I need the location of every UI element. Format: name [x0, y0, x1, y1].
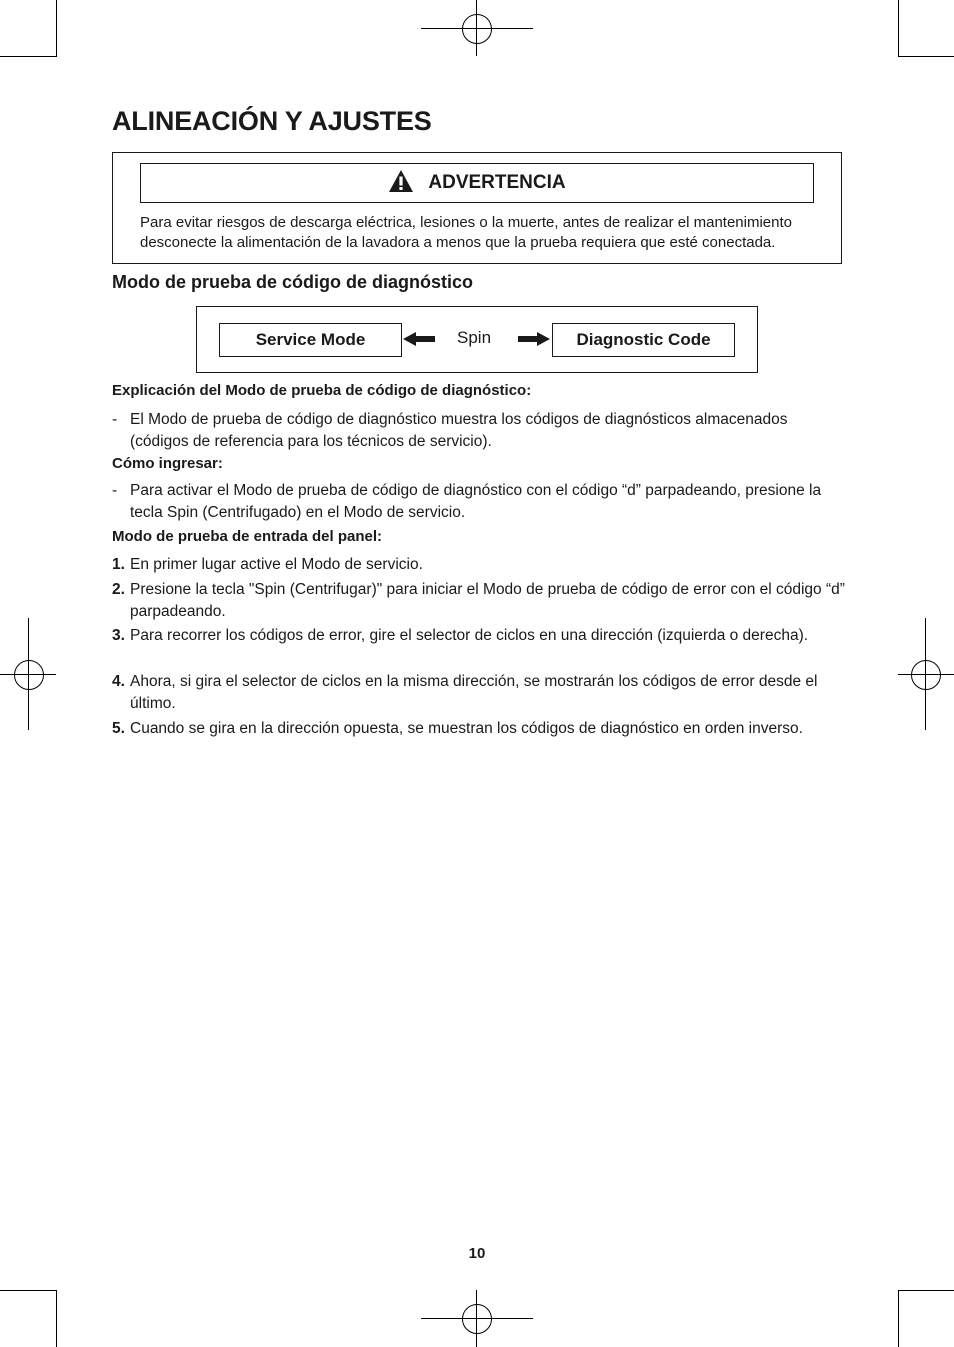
warning-triangle-icon — [388, 169, 414, 198]
page-title: ALINEACIÓN Y AJUSTES — [112, 106, 432, 136]
panel-test-heading: Modo de prueba de entrada del panel: — [112, 528, 383, 545]
warning-text: Para evitar riesgos de descarga eléctrica, lesiones o la muerte, antes de realizar el mantenimiento desconecte la alimentación de la lavadora a menos que la prueba requiera que esté conectada. — [140, 214, 793, 251]
page-number: 10 — [468, 1245, 486, 1262]
explanation-heading: Explicación del Modo de prueba de código de diagnóstico: — [112, 382, 532, 399]
section-heading: Modo de prueba de código de diagnóstico — [112, 272, 474, 292]
warning-box — [112, 152, 842, 264]
list-item: - Para activar el Modo de prueba de código de diagnóstico con el código “d” parpadeando, presione la tecla Spin (Centrifugado) en el Modo de servicio. — [112, 482, 822, 521]
list-item: 3. Para recorrer los códigos de error, gire el selector de ciclos en una dirección (izquierda o derecha). — [112, 627, 809, 644]
list-item: 4. Ahora, si gira el selector de ciclos en la misma dirección, se mostrarán los códigos de error desde el último. — [112, 673, 818, 712]
warning-header — [140, 163, 814, 203]
diagnostic-code-node: Diagnostic Code — [552, 323, 735, 357]
list-item: 5. Cuando se gira en la dirección opuesta, se muestran los códigos de diagnóstico en orden inverso. — [112, 720, 803, 737]
list-item: - El Modo de prueba de código de diagnóstico muestra los códigos de diagnósticos almacenados (códigos de referencia para los técnicos de servicio). — [112, 411, 788, 450]
arrow-left-icon — [403, 331, 435, 347]
warning-label: ADVERTENCIA — [428, 172, 566, 193]
list-item: 2. Presione la tecla "Spin (Centrifugar)" para iniciar el Modo de prueba de código de error con el código “d” parpadeando. — [112, 581, 845, 620]
list-item: 1. En primer lugar active el Modo de servicio. — [112, 556, 423, 573]
flow-diagram — [196, 306, 758, 373]
how-to-enter-heading: Cómo ingresar: — [112, 455, 223, 472]
spin-label: Spin — [457, 328, 492, 347]
service-mode-node: Service Mode — [219, 323, 402, 357]
arrow-right-icon — [518, 331, 550, 347]
